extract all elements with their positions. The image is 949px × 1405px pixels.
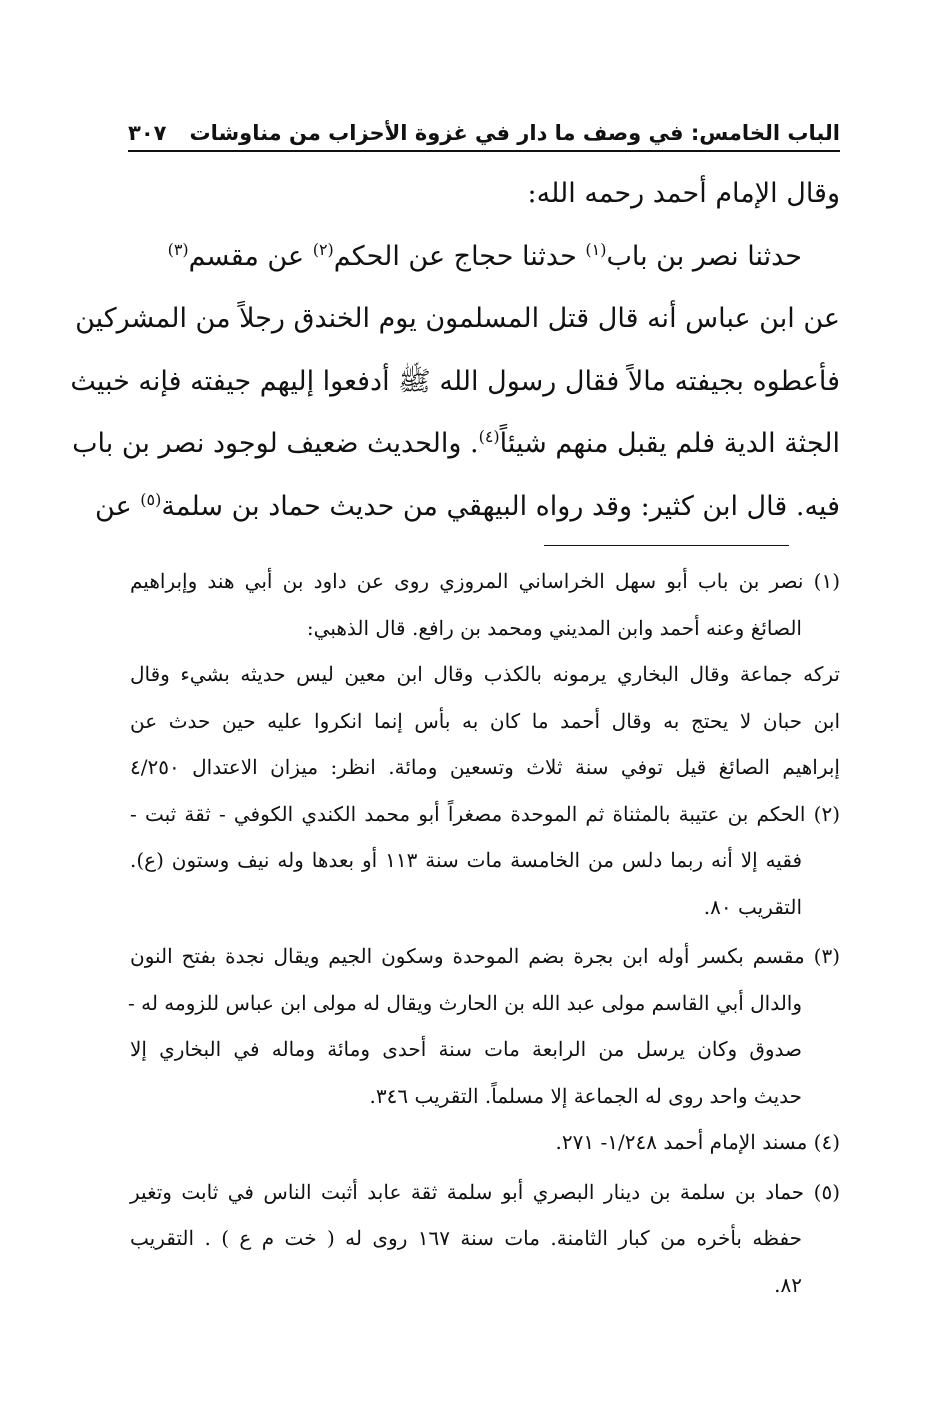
footnote-ref[interactable]: (٥) — [140, 489, 162, 509]
body-line: وقال الإمام أحمد رحمه الله: — [527, 178, 840, 209]
page-number: ٣٠٧ — [128, 121, 167, 145]
header-rule — [128, 150, 840, 152]
footnote-ref[interactable]: (٣) — [167, 239, 189, 259]
body-text-segment: عن — [95, 490, 141, 522]
footnote-5-line: حفظه بأخره من كبار الثامنة. مات سنة ١٦٧ روى له ( خت م ع ) . التقريب — [130, 1226, 803, 1250]
footnote-1-line: الصائغ وعنه أحمد وابن المديني ومحمد بن رافع. قال الذهبي: — [306, 615, 802, 640]
footnote-2-line: فقيه إلا أنه ربما دلس من الخامسة مات سنة ١١٣ أو بعدها وله نيف وستون (ع). — [130, 848, 803, 872]
body-text-segment: حدثنا حجاج عن الحكم — [333, 240, 586, 272]
body-text-segment: حدثنا نصر بن باب — [606, 240, 802, 272]
footnote-1-line: (١) نصر بن باب أبو سهل الخراساني المروزي روى عن داود بن أبي هند وإبراهيم — [130, 569, 840, 593]
body-line — [130, 226, 840, 289]
footnote-2-line: (٢) الحكم بن عتيبة بالمثناة ثم الموحدة مصغراً أبو محمد الكندي الكوفي - ثقة ثبت - — [130, 801, 840, 826]
footnote-1-line: ابن حبان لا يحتج به وقال أحمد ما كان به بأس إنما انكروا عليه حين حدث عن — [130, 708, 840, 733]
footnotes — [127, 558, 840, 1308]
footnote-3-line: حديث واحد روى له الجماعة إلا مسلماً. التقريب ٣٤٦. — [369, 1083, 802, 1108]
running-header — [128, 112, 840, 148]
body-line — [72, 413, 840, 476]
footnote-5-line: (٥) حماد بن سلمة بن دينار البصري أبو سلمة ثقة عابد أثبت الناس في ثابت وتغير — [130, 1179, 840, 1204]
body-text-segment: . والحديث ضعيف لوجود نصر بن باب — [72, 428, 479, 459]
body-text-segment: الجثة الدية فلم يقبل منهم شيئاً — [499, 428, 840, 459]
footnote-ref[interactable]: (٤) — [478, 427, 500, 446]
body-line: عن ابن عباس أنه قال قتل المسلمون يوم الخندق رجلاً من المشركين — [75, 303, 840, 334]
footnote-5-line: ٨٢. — [774, 1272, 802, 1297]
body-line — [95, 476, 840, 539]
footnote-separator — [544, 545, 789, 546]
body-text-segment: عن مقسم — [188, 240, 313, 272]
main-text — [70, 163, 840, 538]
body-text-segment: فيه. قال ابن كثير: وقد رواه البيهقي من حديث حماد بن سلمة — [161, 490, 840, 522]
footnote-3-line: (٣) مقسم بكسر أوله ابن بجرة بضم الموحدة وسكون الجيم ويقال نجدة بفتح النون — [130, 944, 840, 968]
footnote-4-line: (٤) مسند الإمام أحمد ١/٢٤٨- ٢٧١. — [555, 1130, 840, 1154]
footnote-ref[interactable]: (٢) — [312, 239, 334, 259]
footnote-3-line: والدال أبي القاسم مولى عبد الله بن الحارث ويقال له مولى ابن عباس للزومه له - — [127, 990, 802, 1015]
footnote-2-line: التقريب ٨٠. — [703, 894, 802, 919]
chapter-title: الباب الخامس: في وصف ما دار في غزوة الأحزاب من مناوشات — [189, 121, 840, 145]
footnote-ref[interactable]: (١) — [585, 239, 607, 259]
footnote-1-line: تركه جماعة وقال البخاري يرمونه بالكذب وقال ابن معين ليس حديثه بشيء وقال — [130, 662, 840, 686]
footnote-1-line: إبراهيم الصائغ قيل توفي سنة ثلاث وتسعين ومائة. انظر: ميزان الاعتدال ٤/٢٥٠ — [130, 755, 840, 779]
body-line: فأعطوه بجيفته مالاً فقال رسول الله ﷺ أدفعوا إليهم جيفته فإنه خبيث — [70, 365, 840, 397]
footnote-3-line: صدوق وكان يرسل من الرابعة مات سنة أحدى ومائة وماله في البخاري إلا — [130, 1037, 802, 1061]
